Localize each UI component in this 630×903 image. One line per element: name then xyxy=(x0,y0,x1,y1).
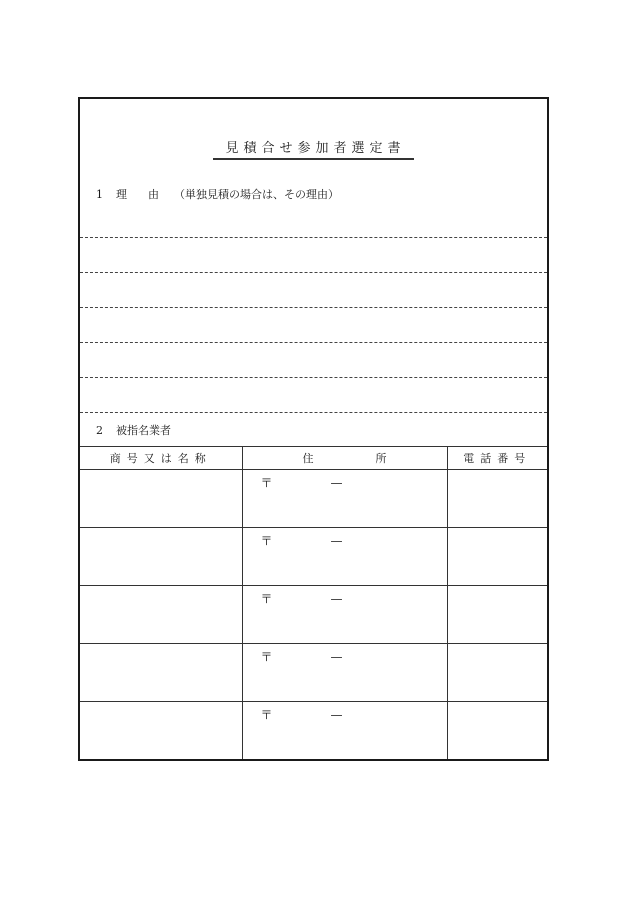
postal-mark: 〒 xyxy=(260,592,273,606)
address-cell[interactable] xyxy=(242,586,447,644)
reason-line[interactable] xyxy=(80,272,547,273)
document-title-block xyxy=(80,141,547,160)
vendor-table-header-row xyxy=(80,447,547,470)
reason-line[interactable] xyxy=(80,307,547,308)
header-address-first: 住 xyxy=(302,452,314,465)
address-cell[interactable] xyxy=(242,702,447,760)
postal-mark: 〒 xyxy=(260,476,273,490)
company-name-cell[interactable] xyxy=(80,586,242,644)
header-address xyxy=(242,447,447,470)
address-cell[interactable] xyxy=(242,470,447,528)
company-name-cell[interactable] xyxy=(80,702,242,760)
section-reason-label-second: 由 xyxy=(148,188,159,201)
table-row xyxy=(80,644,547,702)
section-reason-number: 1 xyxy=(96,188,103,201)
postal-code-dash: — xyxy=(330,534,343,548)
postal-code-dash: — xyxy=(330,592,343,606)
postal-mark: 〒 xyxy=(260,650,273,664)
reason-line[interactable] xyxy=(80,342,547,343)
reason-line[interactable] xyxy=(80,237,547,238)
postal-code-dash: — xyxy=(330,476,343,490)
section-vendors-label: 被指名業者 xyxy=(116,424,171,437)
phone-cell[interactable] xyxy=(447,702,547,760)
company-name-cell[interactable] xyxy=(80,470,242,528)
reason-line[interactable] xyxy=(80,377,547,378)
table-row xyxy=(80,528,547,586)
reason-line[interactable] xyxy=(80,412,547,413)
address-cell[interactable] xyxy=(242,644,447,702)
section-reason-label-first: 理 xyxy=(116,188,127,201)
phone-cell[interactable] xyxy=(447,470,547,528)
address-cell[interactable] xyxy=(242,528,447,586)
table-row xyxy=(80,586,547,644)
vendor-table xyxy=(80,446,547,759)
phone-cell[interactable] xyxy=(447,528,547,586)
postal-code-dash: — xyxy=(330,708,343,722)
section-vendors-number: 2 xyxy=(96,424,103,437)
header-company-name: 商号又は名称 xyxy=(80,447,242,470)
form-frame xyxy=(78,97,549,761)
table-row xyxy=(80,470,547,528)
header-phone: 電話番号 xyxy=(447,447,547,470)
header-address-second: 所 xyxy=(375,452,387,465)
postal-mark: 〒 xyxy=(260,708,273,722)
postal-code-dash: — xyxy=(330,650,343,664)
table-row xyxy=(80,702,547,760)
section-reason-note: （単独見積の場合は、その理由） xyxy=(174,188,339,201)
phone-cell[interactable] xyxy=(447,644,547,702)
company-name-cell[interactable] xyxy=(80,528,242,586)
postal-mark: 〒 xyxy=(260,534,273,548)
section-reason-heading xyxy=(96,188,339,202)
document-title: 見積合せ参加者選定書 xyxy=(213,141,413,160)
company-name-cell[interactable] xyxy=(80,644,242,702)
phone-cell[interactable] xyxy=(447,586,547,644)
section-vendors-heading xyxy=(96,424,171,438)
